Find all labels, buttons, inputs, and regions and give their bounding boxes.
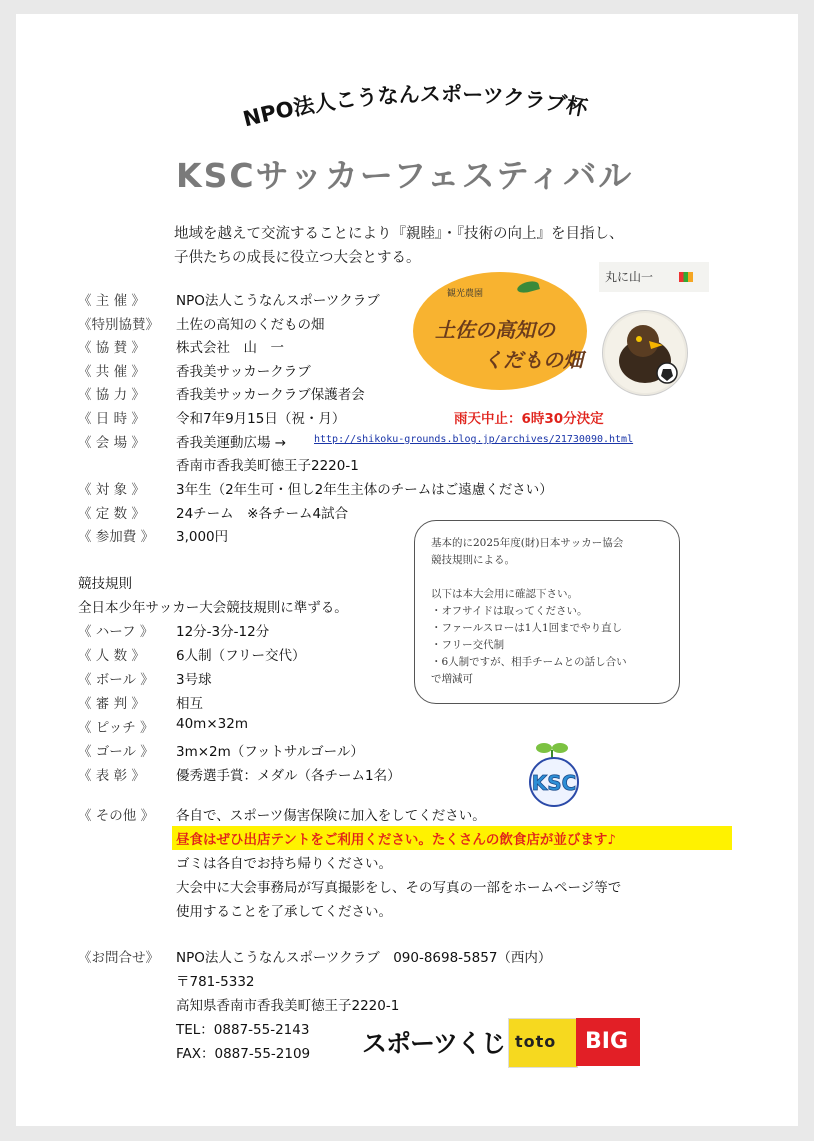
- label-other: 《 その他 》: [78, 808, 155, 824]
- contact-address: 高知県香南市香我美町徳王子2220-1: [176, 998, 400, 1014]
- note-line: 競技規則による。: [431, 554, 515, 566]
- label-co-host: 《 共 催 》: [78, 364, 145, 380]
- value-referee: 相互: [176, 696, 203, 712]
- label-ball: 《 ボール 》: [78, 672, 154, 688]
- label-special-sponsor: 《特別協賛》: [78, 317, 159, 333]
- yamaichi-color-mark: [679, 272, 693, 282]
- label-date: 《 日 時 》: [78, 411, 145, 427]
- label-half: 《 ハーフ 》: [78, 624, 154, 640]
- other-line-lunch: 昼食はぜひ出店テントをご利用ください。たくさんの飲食店が並びます♪: [172, 826, 732, 850]
- note-line: ・ファールスローは1人1回までやり直し: [431, 622, 623, 634]
- contact-tel: TEL：0887-55-2143: [176, 1022, 310, 1038]
- value-special-sponsor: 土佐の高知のくだもの畑: [176, 317, 325, 333]
- fruit-farm-title-1: 土佐の高知の: [435, 318, 555, 342]
- value-half: 12分-3分-12分: [176, 624, 270, 640]
- leaf-icon: [516, 279, 540, 294]
- rules-subheading: 全日本少年サッカー大会競技規則に準ずる。: [78, 600, 348, 616]
- label-sponsor: 《 協 賛 》: [78, 340, 145, 356]
- value-pitch: 40m×32m: [176, 716, 248, 732]
- value-organizer: NPO法人こうなんスポーツクラブ: [176, 293, 380, 309]
- fruit-farm-small-text: 観光農園: [447, 289, 484, 299]
- note-line: ・オフサイドは取ってください。: [431, 605, 588, 617]
- note-line: 基本的に2025年度(財)日本サッカー協会: [431, 537, 624, 549]
- rain-note: 雨天中止：6時30分決定: [454, 411, 604, 427]
- yamaichi-logo-text: 丸に山一: [605, 270, 654, 284]
- value-date: 令和7年9月15日（祝・月）: [176, 411, 346, 427]
- big-logo-text: BIG: [585, 1029, 629, 1054]
- label-award: 《 表 彰 》: [78, 768, 145, 784]
- svg-text:NPO法人こうなんスポーツクラブ杯: [241, 82, 591, 131]
- other-line-5: 使用することを了承してください。: [176, 904, 392, 920]
- other-line-3: ゴミは各自でお持ち帰りください。: [176, 856, 392, 872]
- value-players: 6人制（フリー交代）: [176, 648, 306, 664]
- ksc-logo-text: KSC: [531, 771, 577, 795]
- contact-org-phone: NPO法人こうなんスポーツクラブ 090-8698-5857（西内）: [176, 950, 552, 966]
- value-venue: 香我美運動広場 →: [176, 435, 287, 451]
- value-ball: 3号球: [176, 672, 212, 688]
- value-cooperation: 香我美サッカークラブ保護者会: [176, 387, 365, 403]
- value-capacity: 24チーム ※各チーム4試合: [176, 506, 349, 522]
- arc-title: [166, 70, 666, 160]
- note-line: 以下は本大会用に確認下さい。: [431, 588, 578, 600]
- label-referee: 《 審 判 》: [78, 696, 145, 712]
- toto-logo-text: toto: [515, 1032, 557, 1051]
- rules-heading: 競技規則: [78, 576, 132, 592]
- contact-postal: 〒781-5332: [176, 974, 255, 990]
- page-title: KSCサッカーフェスティバル: [176, 156, 634, 195]
- value-award: 優秀選手賞：メダル（各チーム1名）: [176, 768, 401, 784]
- label-pitch: 《 ピッチ 》: [78, 720, 154, 736]
- label-players: 《 人 数 》: [78, 648, 145, 664]
- other-line-1: 各自で、スポーツ傷害保険に加入をしてください。: [176, 808, 486, 824]
- eagle-mascot-icon: [602, 310, 688, 396]
- label-goal: 《 ゴール 》: [78, 744, 154, 760]
- note-line: ・6人制ですが、相手チームとの話し合い: [431, 656, 627, 668]
- contact-fax: FAX：0887-55-2109: [176, 1046, 311, 1062]
- flyer-page: [16, 14, 798, 1126]
- label-venue: 《 会 場 》: [78, 435, 145, 451]
- fruit-farm-logo: [413, 272, 587, 390]
- value-co-host: 香我美サッカークラブ: [176, 364, 311, 380]
- note-line: で増減可: [431, 673, 473, 685]
- value-venue-address: 香南市香我美町徳王子2220-1: [176, 458, 359, 474]
- label-contact: 《お問合せ》: [78, 950, 159, 966]
- label-organizer: 《 主 催 》: [78, 293, 145, 309]
- value-sponsor: 株式会社 山 一: [176, 340, 284, 356]
- intro-line-1: 地域を越えて交流することにより『親睦』・『技術の向上』を目指し、: [174, 226, 624, 242]
- venue-link[interactable]: http://shikoku-grounds.blog.jp/archives/21730090.html: [314, 434, 634, 445]
- yamaichi-logo: [599, 262, 709, 292]
- label-fee: 《 参加費 》: [78, 529, 155, 545]
- label-target: 《 対 象 》: [78, 482, 145, 498]
- arc-title-text: NPO法人こうなんスポーツクラブ杯: [240, 82, 590, 132]
- big-logo: [576, 1018, 640, 1066]
- fruit-farm-title-2: くだもの畑: [483, 348, 583, 372]
- value-target: 3年生（2年生可・但し2年生主体のチームはご遠慮ください）: [176, 482, 553, 498]
- rules-note-box: [414, 520, 680, 704]
- value-fee: 3,000円: [176, 529, 229, 545]
- value-goal: 3m×2m（フットサルゴール）: [176, 744, 364, 760]
- note-line: ・フリー交代制: [431, 639, 505, 651]
- label-capacity: 《 定 数 》: [78, 506, 145, 522]
- other-line-4: 大会中に大会事務局が写真撮影をし、その写真の一部をホームページ等で: [176, 880, 622, 896]
- toto-logo: [508, 1018, 578, 1068]
- sports-kuji-logo: スポーツくじ: [362, 1029, 506, 1058]
- ksc-logo: [514, 738, 594, 808]
- intro-line-2: 子供たちの成長に役立つ大会とする。: [174, 250, 421, 266]
- label-cooperation: 《 協 力 》: [78, 387, 145, 403]
